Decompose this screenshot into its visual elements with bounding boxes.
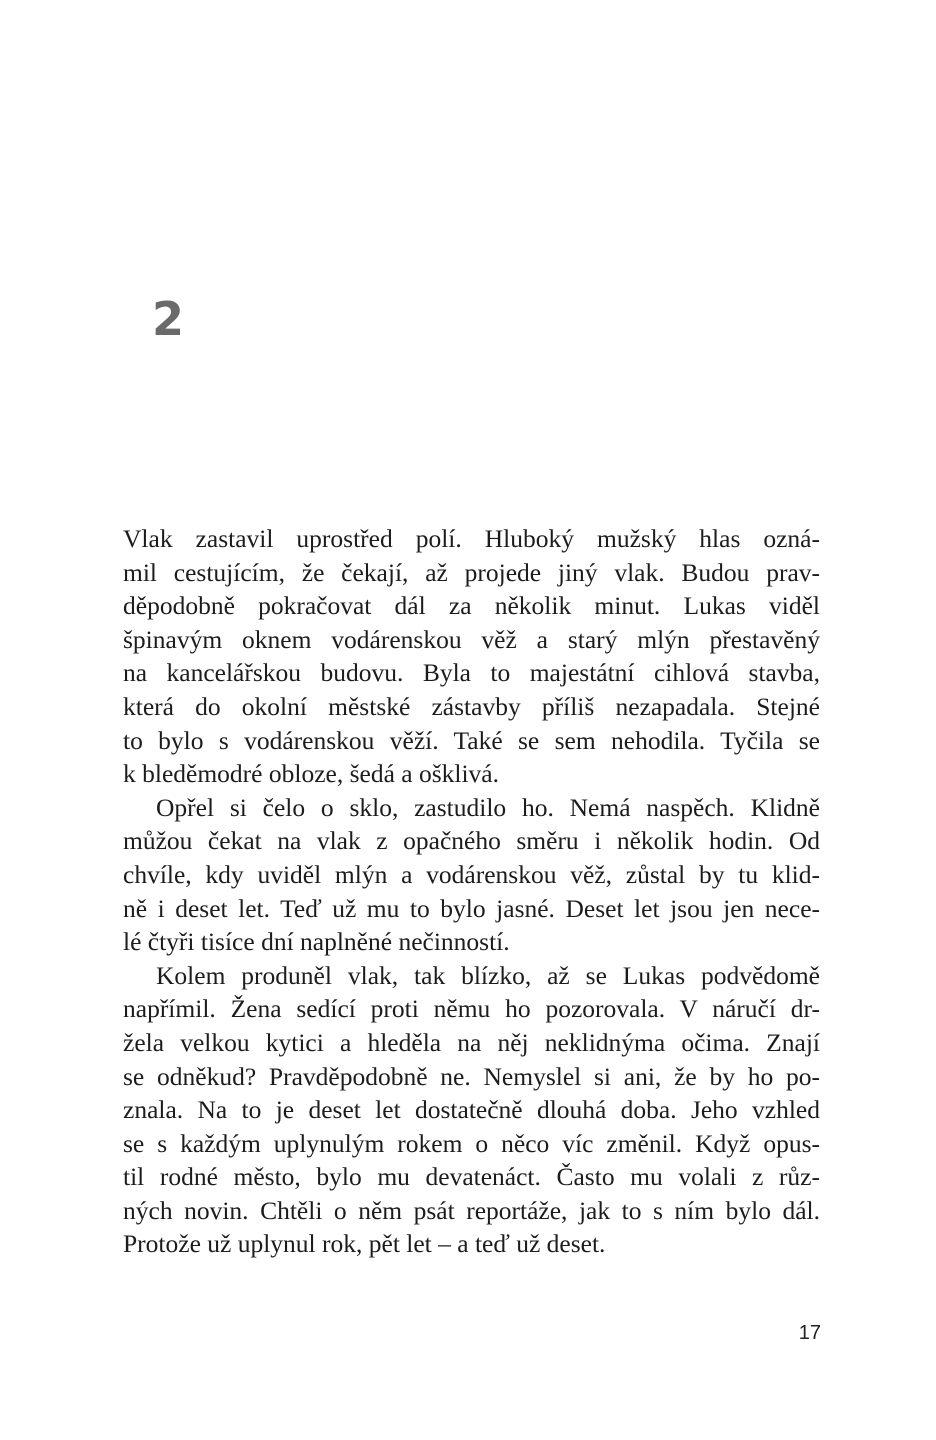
text-line: napřímil. Žena sedící proti němu ho pozorovala. V náručí dr-	[123, 994, 820, 1024]
text-line: k bleděmodré obloze, šedá a ošklivá.	[123, 759, 500, 789]
text-line: která do okolní městské zástavby příliš nezapadala. Stejné	[123, 691, 820, 721]
text-line: můžou čekat na vlak z opačného směru i několik hodin. Od	[123, 826, 820, 856]
text-line: ně i deset let. Teď už mu to bylo jasné. Deset let jsou jen nece-	[123, 893, 820, 923]
body-text	[123, 522, 820, 1261]
text-line: Kolem produněl vlak, tak blízko, až se Lukas podvědomě	[156, 960, 820, 990]
text-line: špinavým oknem vodárenskou věž a starý mlýn přestavěný	[123, 624, 820, 654]
text-line: děpodobně pokračovat dál za několik minut. Lukas viděl	[123, 591, 820, 621]
text-line: žela velkou kytici a hleděla na něj neklidnýma očima. Znají	[123, 1027, 820, 1057]
text-line: znala. Na to je deset let dostatečně dlouhá doba. Jeho vzhled	[123, 1095, 820, 1125]
text-line: na kancelářskou budovu. Byla to majestátní cihlová stavba,	[123, 658, 820, 688]
text-line: se odněkud? Pravděpodobně ne. Nemyslel si ani, že by ho po-	[123, 1061, 820, 1091]
text-line: Opřel si čelo o sklo, zastudilo ho. Nemá naspěch. Klidně	[156, 792, 820, 822]
text-line: chvíle, kdy uviděl mlýn a vodárenskou věž, zůstal by tu klid-	[123, 859, 820, 889]
text-line: se s každým uplynulým rokem o něco víc změnil. Když opus-	[123, 1128, 820, 1158]
chapter-number: 2	[152, 292, 185, 346]
text-line: Protože už uplynul rok, pět let – a teď už deset.	[123, 1229, 606, 1259]
page-number: 17	[798, 1322, 821, 1344]
text-line: Vlak zastavil uprostřed polí. Hluboký mužský hlas ozná-	[123, 524, 820, 553]
text-line: ných novin. Chtěli o něm psát reportáže, jak to s ním bylo dál.	[123, 1195, 820, 1225]
text-line: til rodné město, bylo mu devatenáct. Často mu volali z růz-	[123, 1162, 820, 1192]
text-line: mil cestujícím, že čekají, až projede jiný vlak. Budou prav-	[123, 557, 820, 587]
text-line: to bylo s vodárenskou věží. Také se sem nehodila. Tyčila se	[123, 725, 820, 755]
text-line: lé čtyři tisíce dní naplněné nečinností.	[123, 927, 510, 957]
